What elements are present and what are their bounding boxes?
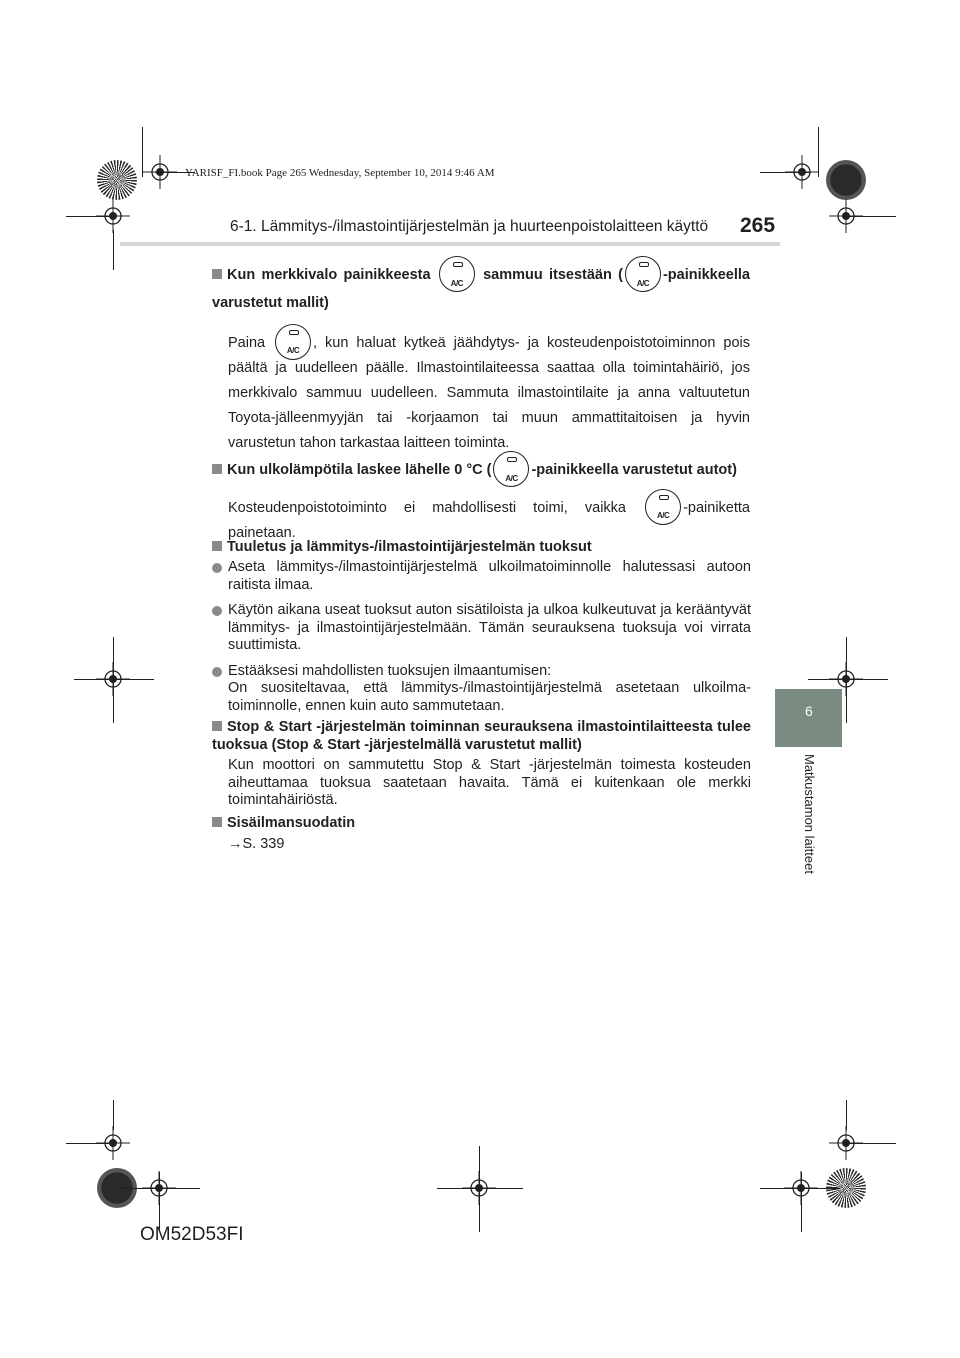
section-heading: Sisäilmansuodatin (212, 815, 355, 831)
registration-rosette-icon (97, 160, 137, 200)
book-stamp: YARISF_FI.book Page 265 Wednesday, September 10, 2014 9:46 AM (185, 167, 495, 179)
round-bullet-icon (212, 563, 222, 573)
square-bullet-icon (212, 541, 222, 551)
ac-button-icon: A/C (625, 256, 661, 292)
square-bullet-icon (212, 721, 222, 731)
section-heading: Kun ulkolämpötila laskee lähelle 0 °C ( A/C -painikkeella varustetut autot) (212, 456, 750, 484)
list-item-continuation: On suositeltavaa, että lämmitys-/ilmastointijärjestelmä asetetaan ulkoilma-toiminnolle, ennen kuin auto sammutetaan. (228, 680, 751, 714)
list-item: Aseta lämmitys-/ilmastointijärjestelmä ulkoilmatoiminnolle halutessasi autoon raitista ilmaa. (228, 559, 751, 593)
registration-rosette-icon (826, 160, 866, 200)
page-reference-link[interactable]: →S. 339 (228, 836, 285, 852)
model-code: OM52D53FI (140, 1224, 244, 1245)
section-body: Paina A/C , kun haluat kytkeä jäähdytys- ja kosteudenpoistotoiminnon pois päältä ja uudelleen päälle. Ilmastointilaiteessa saattaa olla toimintahäiriö, jos merkkivalo sammuu uudelleen. Sammuta ilmastointilaite ja anna valtuutetun Toyota-jälleenmyyjän tai -korjaamon tai muun ammattitaitoisen ja hyvin varustetun tahon tarkastaa laitteen toiminta. (212, 331, 750, 456)
page-number: 265 (740, 214, 776, 237)
ac-button-icon: A/C (439, 256, 475, 292)
square-bullet-icon (212, 269, 222, 279)
section-ac-indicator-off (212, 261, 750, 456)
section-heading: Tuuletus ja lämmitys-/ilmastointijärjestelmän tuoksut (212, 539, 592, 555)
section-body: Kosteudenpoistotoiminto ei mahdollisesti toimi, vaikka A/C -painiketta painetaan. (212, 496, 750, 546)
section-heading: Kun merkkivalo painikkeesta A/C sammuu itsestään ( A/C -painikkeella varustetut mallit) (212, 261, 750, 317)
round-bullet-icon (212, 606, 222, 616)
chapter-label: Matkustamon laitteet (802, 754, 817, 874)
square-bullet-icon (212, 817, 222, 827)
section-header-title: 6-1. Lämmitys-/ilmastointijärjestelmän ja huurteenpoistolaitteen käyttö (230, 218, 709, 235)
ac-button-icon: A/C (275, 324, 311, 360)
header-rule (120, 242, 780, 246)
section-outside-temperature (212, 456, 750, 546)
list-item: Estääksesi mahdollisten tuoksujen ilmaantumisen: (228, 663, 552, 679)
chapter-number: 6 (805, 703, 813, 719)
section-heading: Stop & Start -järjestelmän toiminnan seurauksena ilmastointilaitteesta tulee tuoksua (Stop & Start -järjestelmällä varustetut mallit) (212, 719, 751, 753)
ac-button-icon: A/C (493, 451, 529, 487)
list-item: Käytön aikana useat tuoksut auton sisätiloista ja ulkoa kulkeutuvat ja kerääntyvät lämmitys- ja ilmastointijärjestelmään. Tämän seurauksena tuoksuja voi virrata suuttimista. (228, 602, 751, 653)
round-bullet-icon (212, 667, 222, 677)
chapter-tab (775, 689, 842, 747)
ac-button-icon: A/C (645, 489, 681, 525)
square-bullet-icon (212, 464, 222, 474)
section-body: Kun moottori on sammutettu Stop & Start -järjestelmän toimesta kosteuden aiheuttamaa tuoksua saatetaan havaita. Tämä ei kuitenkaan ole merkki toimintahäiriöstä. (228, 757, 751, 808)
